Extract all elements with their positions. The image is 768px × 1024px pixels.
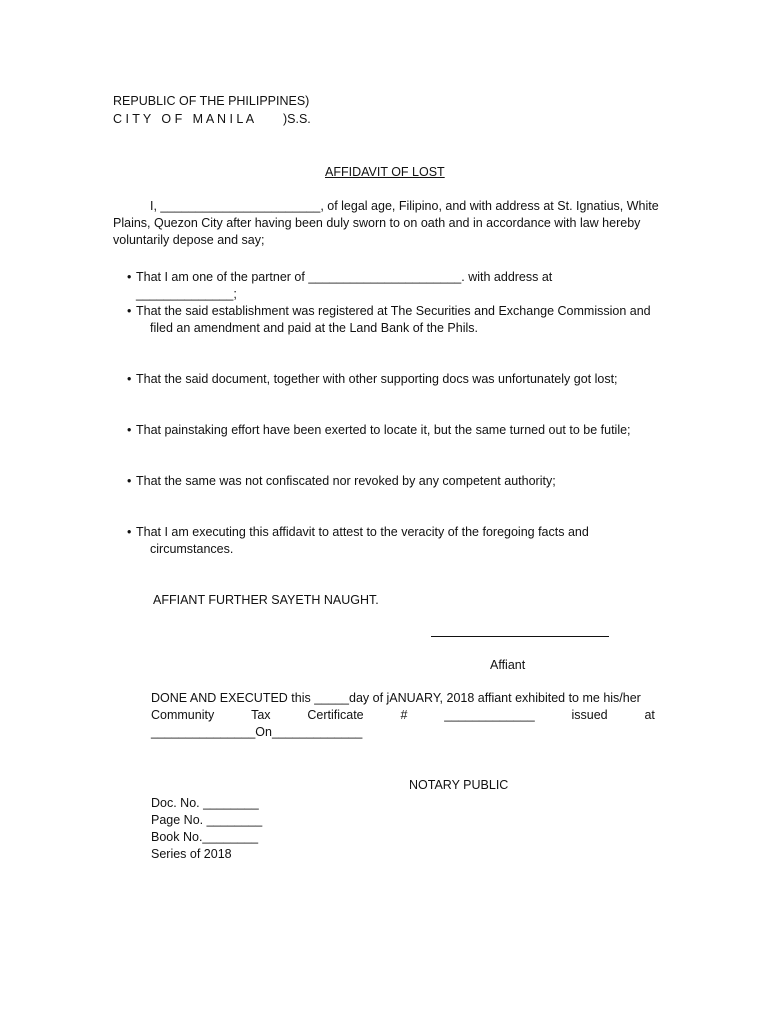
notary-public-label: NOTARY PUBLIC: [409, 778, 509, 792]
city-line: [113, 111, 254, 128]
sayeth-naught: AFFIANT FURTHER SAYETH NAUGHT.: [153, 593, 379, 607]
bullet-icon: •: [127, 372, 132, 386]
intro-line-3: voluntarily depose and say;: [113, 233, 265, 247]
bullet-item: [127, 422, 655, 439]
intro-line-1: I, _______________________, of legal age, Filipino, and with address at St. Ignatius, White: [150, 199, 659, 213]
signature-line: [431, 636, 609, 637]
done-line-3: _______________On_____________: [151, 725, 363, 739]
done-word: issued: [571, 708, 608, 722]
bullet-text-continued: filed an amendment and paid at the Land Bank of the Phils.: [150, 321, 479, 335]
bullet-text: That I am one of the partner of ______________________. with address at ______________;: [136, 270, 553, 301]
done-line-1: DONE AND EXECUTED this _____day of jANUARY, 2018 affiant exhibited to me his/her: [151, 691, 641, 705]
bullet-text: That the said establishment was registered at The Securities and Exchange Commission and: [136, 304, 651, 318]
done-line-2: [151, 707, 655, 724]
bullet-text: That painstaking effort have been exerted to locate it, but the same turned out to be futile;: [136, 423, 631, 437]
done-word: #: [400, 708, 408, 722]
bullet-item: [127, 371, 655, 388]
ss-text: )S.S.: [283, 112, 311, 126]
done-word: Certificate: [307, 708, 364, 722]
bullet-text-continued: circumstances.: [150, 542, 234, 556]
bullet-text: That I am executing this affidavit to attest to the veracity of the foregoing facts and: [136, 525, 589, 539]
bullet-text: That the same was not confiscated nor revoked by any competent authority;: [136, 474, 556, 488]
doc-number: Doc. No. ________: [151, 796, 259, 810]
bullet-text: That the said document, together with other supporting docs was unfortunately got lost;: [136, 372, 618, 386]
city-text: C I T Y O F M A N I L A: [113, 112, 255, 126]
series-year: Series of 2018: [151, 847, 232, 861]
page-number: Page No. ________: [151, 813, 263, 827]
affiant-label: Affiant: [490, 658, 526, 672]
bullet-item: [127, 473, 655, 490]
bullet-item: [127, 303, 655, 337]
done-word: Community: [151, 708, 215, 722]
done-word: _____________: [444, 708, 535, 722]
bullet-item: [127, 269, 655, 303]
done-word: at: [644, 708, 655, 722]
done-word: Tax: [251, 708, 271, 722]
bullet-icon: •: [127, 474, 132, 488]
bullet-icon: •: [127, 304, 132, 318]
bullet-icon: •: [127, 423, 132, 437]
republic-line: REPUBLIC OF THE PHILIPPINES): [113, 94, 310, 108]
bullet-item: [127, 524, 655, 558]
book-number: Book No.________: [151, 830, 259, 844]
intro-line-2: Plains, Quezon City after having been duly sworn to on oath and in accordance with law hereby: [113, 216, 641, 230]
bullet-icon: •: [127, 525, 132, 539]
bullet-icon: •: [127, 270, 132, 284]
document-title: AFFIDAVIT OF LOST: [325, 165, 445, 179]
